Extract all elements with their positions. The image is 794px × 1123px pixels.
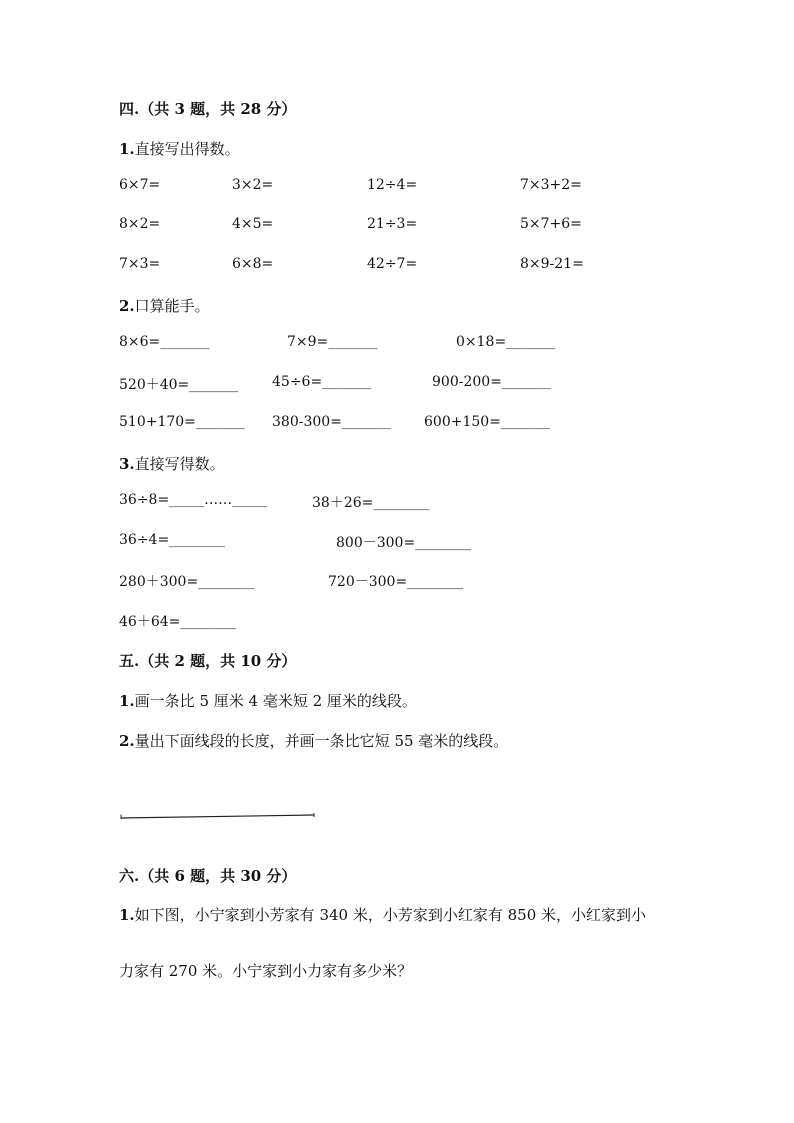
- question-number: 1.: [119, 140, 135, 158]
- question-4-1: [119, 138, 240, 159]
- calc-item: 36÷4=________: [119, 532, 226, 548]
- question-number: 1.: [119, 906, 135, 924]
- question-text: 直接写得数。: [134, 455, 225, 473]
- calc-item: 380-300=_______: [272, 414, 391, 430]
- question-text: 量出下面线段的长度，并画一条比它短 55 毫米的线段。: [134, 732, 509, 750]
- question-5-1: [119, 690, 417, 711]
- question-text: 画一条比 5 厘米 4 毫米短 2 厘米的线段。: [134, 692, 417, 710]
- line-segment-figure: [120, 810, 320, 822]
- question-4-2: [119, 295, 210, 316]
- section-6-title: 六.（共 6 题，共 30 分）: [119, 867, 297, 885]
- calc-item: 36÷8=_____……_____: [119, 492, 268, 508]
- calc-item: 8×6=_______: [119, 334, 210, 350]
- question-text: 如下图，小宁家到小芳家有 340 米，小芳家到小红家有 850 米，小红家到小: [134, 906, 647, 924]
- question-text: 直接写出得数。: [134, 140, 240, 158]
- calc-item: 46＋64=________: [119, 614, 237, 630]
- calc-item: 38＋26=________: [312, 495, 430, 511]
- line-segment: [121, 815, 314, 818]
- calc-item: 520＋40=_______: [119, 377, 239, 393]
- calc-item: 12÷4=: [367, 177, 418, 193]
- calc-item: 720－300=________: [328, 574, 464, 590]
- calc-item: 4×5=: [232, 216, 274, 232]
- question-4-3: [119, 453, 225, 474]
- question-6-1-line1: [119, 904, 646, 925]
- calc-item: 5×7+6=: [520, 216, 582, 232]
- question-number: 2.: [119, 297, 135, 315]
- question-number: 3.: [119, 455, 135, 473]
- calc-item: 7×9=_______: [287, 334, 378, 350]
- calc-item: 0×18=_______: [456, 334, 556, 350]
- calc-item: 45÷6=_______: [272, 374, 372, 390]
- question-5-2: [119, 730, 508, 751]
- section-5-title: 五.（共 2 题，共 10 分）: [119, 652, 297, 670]
- calc-item: 8×9-21=: [520, 256, 584, 272]
- calc-item: 7×3=: [119, 256, 161, 272]
- calc-item: 510+170=_______: [119, 414, 245, 430]
- calc-item: 900-200=_______: [432, 374, 551, 390]
- calc-item: 21÷3=: [367, 216, 418, 232]
- question-number: 1.: [119, 692, 135, 710]
- question-6-1-line2: 力家有 270 米。小宁家到小力家有多少米？: [119, 962, 413, 980]
- calc-item: 3×2=: [232, 177, 274, 193]
- section-4-title: 四.（共 3 题，共 28 分）: [119, 100, 297, 118]
- calc-item: 7×3+2=: [520, 177, 582, 193]
- question-number: 2.: [119, 732, 135, 750]
- calc-item: 6×8=: [232, 256, 274, 272]
- calc-item: 8×2=: [119, 216, 161, 232]
- calc-item: 280＋300=________: [119, 574, 255, 590]
- calc-item: 42÷7=: [367, 256, 418, 272]
- calc-item: 800－300=________: [336, 535, 472, 551]
- question-text: 口算能手。: [134, 297, 210, 315]
- calc-item: 6×7=: [119, 177, 161, 193]
- calc-item: 600+150=_______: [424, 414, 550, 430]
